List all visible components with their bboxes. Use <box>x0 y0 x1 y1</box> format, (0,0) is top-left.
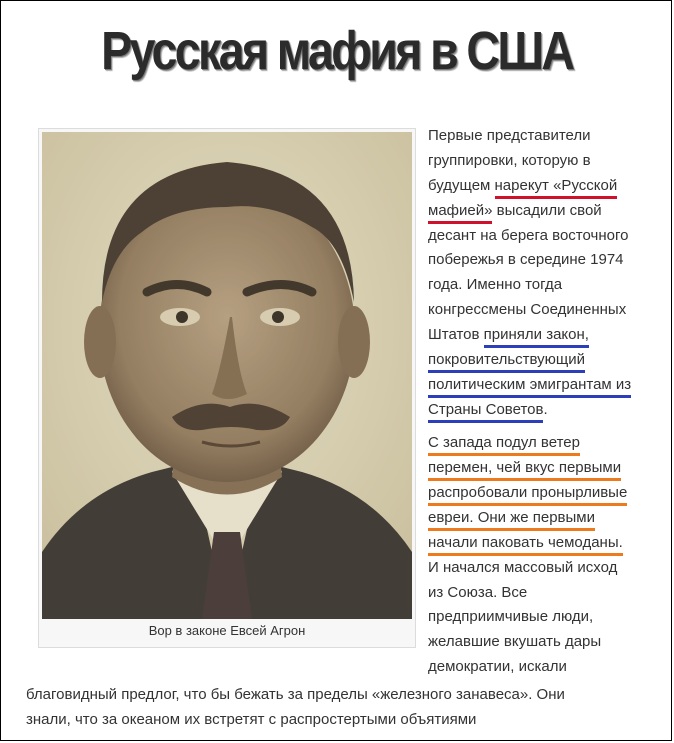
portrait-photo <box>42 132 412 619</box>
text-line: побережья в середине 1974 <box>428 251 624 269</box>
highlight-orange: распробовали пронырливые <box>428 484 627 506</box>
text-line: десант на берега восточного <box>428 226 629 244</box>
text-line <box>428 174 663 199</box>
text-fragment: высадили свой <box>492 201 602 219</box>
highlight-orange: перемен, чей вкус первыми <box>428 459 621 481</box>
paragraph-1 <box>428 124 663 423</box>
highlight-orange: начали паковать чемоданы. <box>428 534 623 556</box>
highlight-red: мафией» <box>428 202 492 224</box>
text-line: И начался массовый исход <box>428 558 618 576</box>
text-line: демократии, искали <box>428 657 567 675</box>
text-line <box>428 456 663 481</box>
page-title: Русская мафия в США <box>101 21 573 81</box>
highlight-blue: покровительствующий <box>428 351 585 373</box>
text-fragment: будущем <box>428 176 495 194</box>
text-line <box>428 431 663 456</box>
text-line: группировки, которую в <box>428 151 591 169</box>
highlight-blue: Страны Советов <box>428 401 543 423</box>
highlight-blue: политическим эмигрантам из <box>428 376 631 398</box>
text-line <box>428 481 663 506</box>
photo-caption: Вор в законе Евсей Агрон <box>148 623 306 638</box>
highlight-orange: С запада подул ветер <box>428 434 580 456</box>
text-line: из Союза. Все <box>428 583 528 601</box>
article-continuation <box>26 683 656 733</box>
text-line <box>428 199 663 224</box>
highlight-blue: приняли закон, <box>484 326 589 348</box>
text-line: предприимчивые люди, <box>428 608 594 626</box>
highlight-orange: евреи. Они же первыми <box>428 509 595 531</box>
article-column <box>428 124 663 680</box>
text-line: благовидный предлог, что бы бежать за пределы «железного занавеса». Они <box>26 686 565 703</box>
text-line <box>428 348 663 373</box>
portrait-illustration <box>42 132 412 619</box>
highlight-red: нарекут «Русской <box>495 177 618 199</box>
text-line <box>428 323 663 348</box>
text-line: знали, что за океаном их встретят с распростертыми объятиями <box>26 710 477 728</box>
text-line: конгрессмены Соединенных <box>428 300 627 318</box>
photo-card <box>38 128 416 648</box>
text-line <box>428 531 663 556</box>
text-line: желавшие вкушать дары <box>428 633 602 651</box>
paragraph-2 <box>428 431 663 680</box>
text-line <box>428 398 663 423</box>
text-fragment: . <box>543 400 548 418</box>
text-line <box>428 373 663 398</box>
text-line <box>428 506 663 531</box>
text-line: Первые представители <box>428 127 591 144</box>
text-line: года. Именно тогда <box>428 276 563 294</box>
text-fragment: Штатов <box>428 325 484 343</box>
